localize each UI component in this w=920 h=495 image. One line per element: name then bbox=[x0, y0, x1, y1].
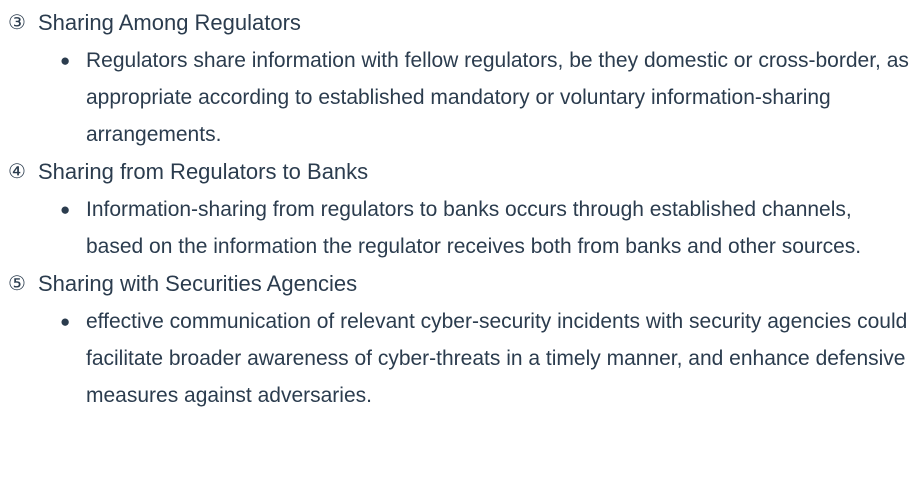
list-item bbox=[0, 191, 920, 265]
list-marker-4: ④ bbox=[8, 161, 26, 183]
bullet-dot-icon: ● bbox=[60, 51, 71, 70]
list-marker-3: ③ bbox=[8, 12, 26, 34]
bullet-list bbox=[0, 303, 920, 414]
bullet-dot-icon: ● bbox=[60, 200, 71, 219]
section-heading bbox=[0, 265, 920, 303]
section-heading-text: Sharing Among Regulators bbox=[38, 10, 301, 35]
list-item bbox=[0, 42, 920, 153]
bullet-list bbox=[0, 42, 920, 153]
bullet-dot-icon: ● bbox=[60, 312, 71, 331]
list-item-text: Information-sharing from regulators to banks occurs through established channels, based on the information the regulator receives both from banks and other sources. bbox=[86, 198, 862, 258]
section-heading bbox=[0, 153, 920, 191]
bullet-list bbox=[0, 191, 920, 265]
section-heading-text: Sharing with Securities Agencies bbox=[38, 271, 358, 296]
list-item bbox=[0, 303, 920, 414]
list-item-text: effective communication of relevant cyber-security incidents with security agencies could facilitate broader awareness of cyber-threats in a timely manner, and enhance defensive measures against adversaries. bbox=[86, 310, 908, 407]
section-sharing-with-securities-agencies bbox=[0, 265, 920, 414]
list-marker-5: ⑤ bbox=[8, 273, 26, 295]
section-heading-text: Sharing from Regulators to Banks bbox=[38, 159, 369, 184]
section-heading bbox=[0, 4, 920, 42]
list-item-text: Regulators share information with fellow regulators, be they domestic or cross-border, as appropriate according to established mandatory or voluntary information-sharing arrangements. bbox=[86, 49, 909, 146]
section-sharing-from-regulators-to-banks bbox=[0, 153, 920, 265]
section-sharing-among-regulators bbox=[0, 4, 920, 153]
